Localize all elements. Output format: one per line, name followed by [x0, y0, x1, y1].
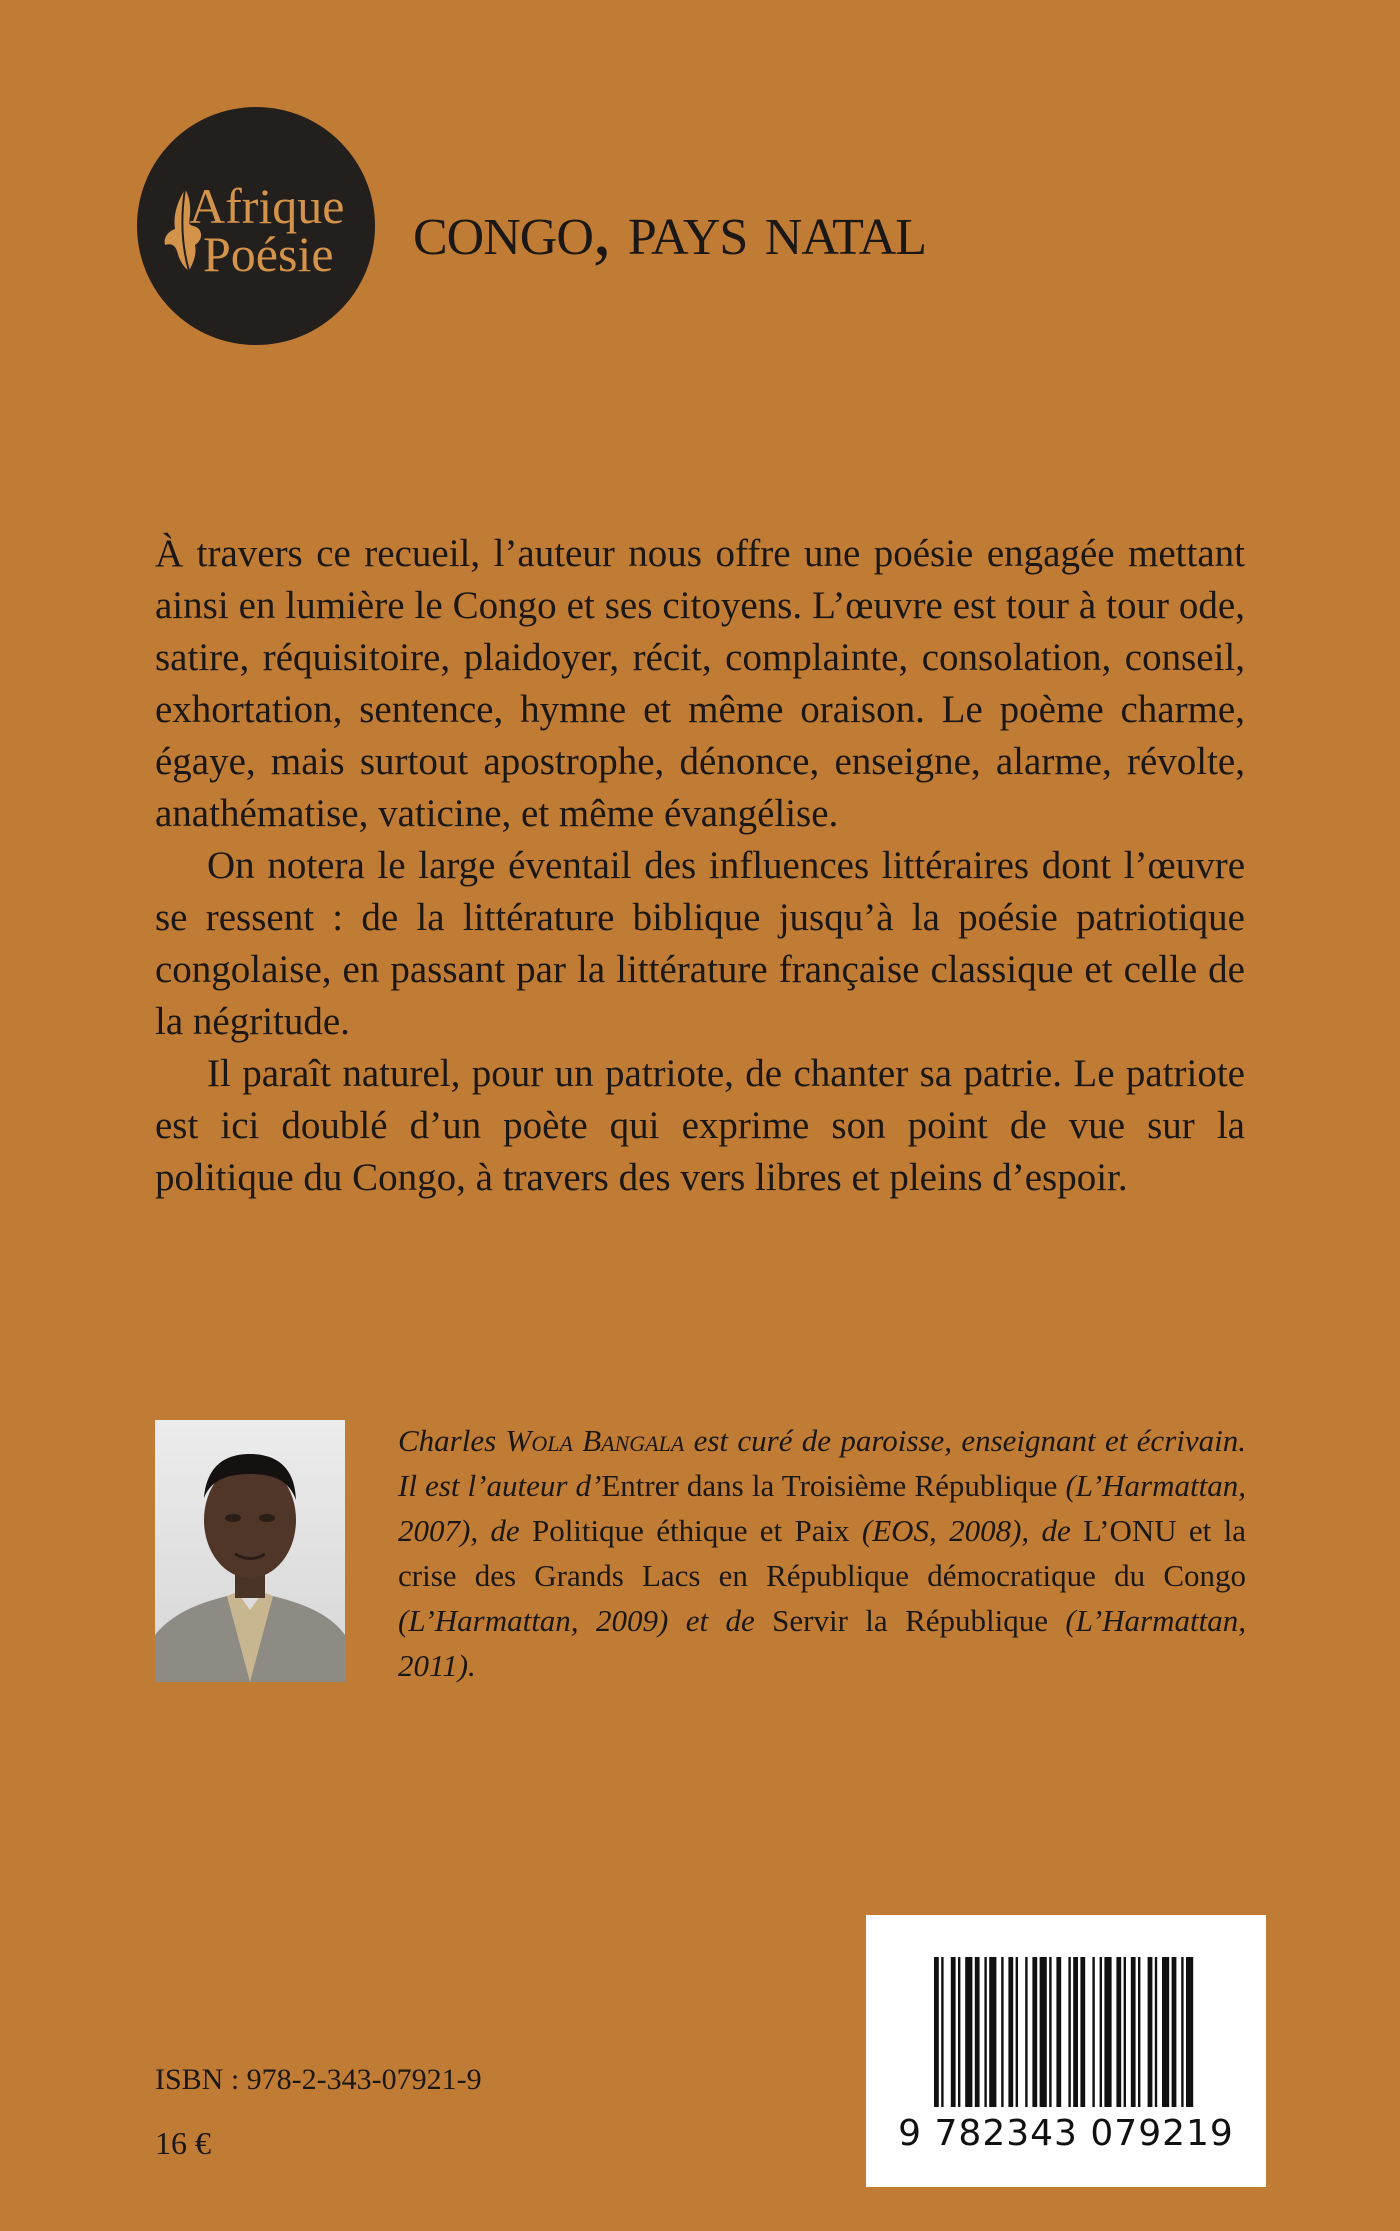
barcode-bar: [1001, 1957, 1003, 2107]
blurb-paragraph-2: On notera le large éventail des influences littéraires dont l’œuvre se ressent : de la littérature biblique jusqu’à la poésie patriotique congolaise, en passant par la littérature française classique et celle de la négritude.: [155, 844, 1245, 1043]
bio-book-2: Politique éthique et Paix: [531, 1513, 850, 1548]
barcode-bar: [1080, 1957, 1085, 2107]
author-photo: [155, 1420, 345, 1682]
author-bio: [398, 1418, 1246, 1688]
barcode-bar: [1008, 1957, 1013, 2107]
barcode-bar: [1104, 1957, 1111, 2107]
author-last-name: Wola Bangala: [505, 1423, 685, 1458]
barcode-bar: [1116, 1957, 1121, 2107]
barcode-bar: [1155, 1957, 1157, 2107]
isbn-number: ISBN : 978-2-343-07921-9: [155, 2063, 482, 2096]
barcode-bar: [941, 1957, 943, 2107]
barcode-bar: [1138, 1957, 1140, 2107]
bio-text-1: est curé de paroisse, enseignant et écrivain. Il est l’auteur d’: [398, 1423, 1246, 1503]
bio-publisher-1: (L’Harmattan, 2007), de: [398, 1468, 1246, 1548]
blurb-paragraph-1: À travers ce recueil, l’auteur nous offre une poésie engagée mettant ainsi en lumière le Congo et ses citoyens. L’œuvre est tour à tour ode, satire, réquisitoire, plaidoyer, récit, complainte, consolation, conseil, exhortation, sentence, hymne et même oraison. Le poème charme, égaye, mais surtout apostrophe, dénonce, enseigne, alarme, révolte, anathématise, vaticine, et même évangélise.: [155, 532, 1245, 835]
publisher-logo: [137, 107, 375, 345]
barcode-bar: [1068, 1957, 1070, 2107]
bio-publisher-3: (L’Harmattan, 2009) et de: [398, 1603, 773, 1638]
barcode-bar: [934, 1957, 939, 2107]
barcode-bar: [1073, 1957, 1078, 2107]
bio-book-3: L’ONU et la crise des Grands Lacs en République démocratique du Congo: [398, 1513, 1246, 1593]
bio-publisher-2: (EOS, 2008), de: [849, 1513, 1084, 1548]
barcode-bar: [1032, 1957, 1037, 2107]
barcode-bars: [866, 1915, 1266, 2115]
barcode-bar: [1040, 1957, 1047, 2107]
blurb-paragraph-3: Il paraît naturel, pour un patriote, de chanter sa patrie. Le patriote est ici doublé d’un poète qui exprime son point de vue sur la politique du Congo, à travers des vers libres et pleins d’espoir.: [155, 1052, 1245, 1199]
barcode-bar: [1049, 1957, 1051, 2107]
barcode-bar: [1162, 1957, 1169, 2107]
barcode-bar: [984, 1957, 986, 2107]
barcode-bar: [1092, 1957, 1094, 2107]
author-first-name: Charles: [398, 1423, 497, 1458]
barcode-bar: [1124, 1957, 1126, 2107]
book-title: congo, pays natal: [413, 189, 927, 271]
barcode-bar: [1056, 1957, 1061, 2107]
bio-publisher-4: (L’Harmattan, 2011).: [398, 1603, 1246, 1683]
barcode-bar: [1181, 1957, 1183, 2107]
isbn-barcode: [866, 1915, 1266, 2187]
barcode-bar: [989, 1957, 996, 2107]
barcode-bar: [975, 1957, 980, 2107]
back-cover-blurb: [155, 528, 1245, 1204]
bio-book-4: Servir la République: [772, 1603, 1049, 1638]
barcode-digits: 9 782343 079219: [898, 2113, 1234, 2154]
barcode-bar: [1025, 1957, 1027, 2107]
barcode-bar: [1172, 1957, 1177, 2107]
barcode-bar: [1131, 1957, 1136, 2107]
bio-book-1: Entrer dans la Troisième République: [601, 1468, 1058, 1503]
barcode-bar: [1016, 1957, 1018, 2107]
logo-text-poesie: Poésie: [203, 226, 334, 282]
barcode-bar: [958, 1957, 960, 2107]
logo-text-afrique: Afrique: [189, 178, 345, 234]
barcode-bar: [1148, 1957, 1153, 2107]
barcode-bar: [951, 1957, 956, 2107]
price: 16 €: [155, 2125, 211, 2161]
barcode-bar: [965, 1957, 972, 2107]
barcode-bar: [1186, 1957, 1193, 2107]
barcode-bar: [1100, 1957, 1102, 2107]
